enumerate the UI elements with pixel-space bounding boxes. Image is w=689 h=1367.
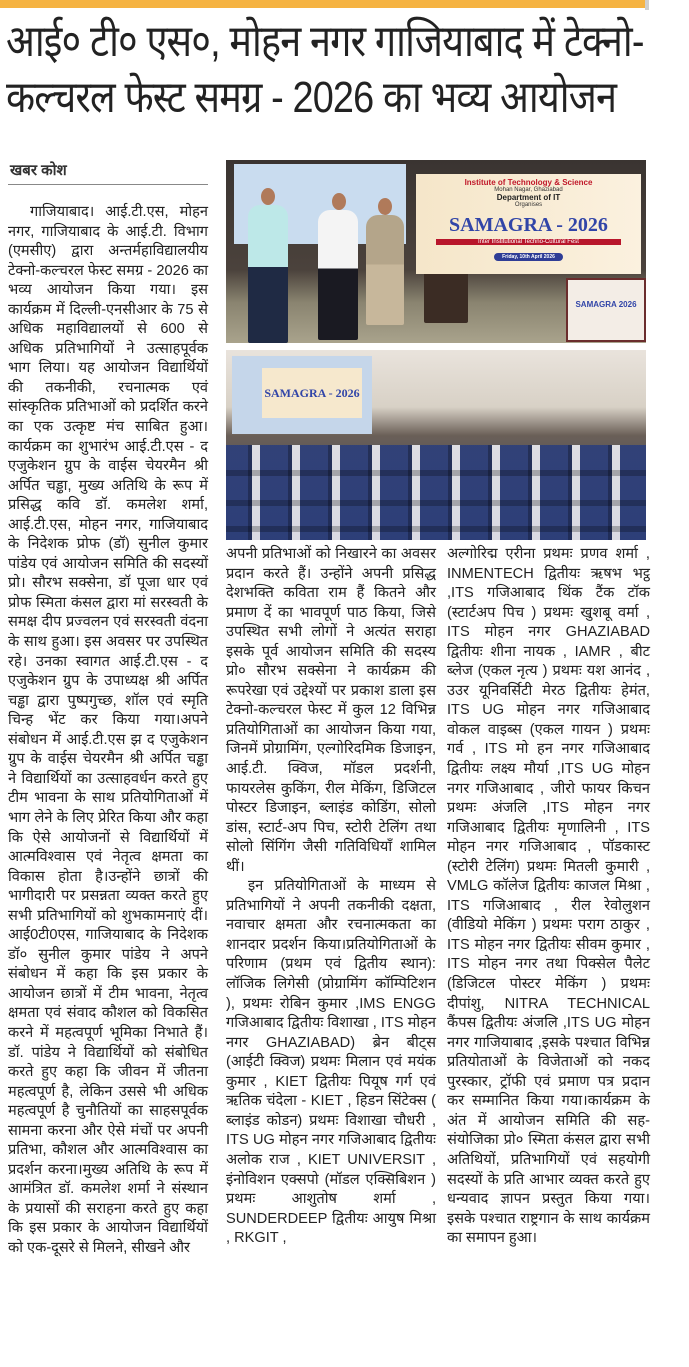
article-column-3 xyxy=(447,545,650,1249)
person-head xyxy=(332,193,346,210)
article-column-2 xyxy=(226,545,436,1249)
header-accent-shadow xyxy=(645,0,649,10)
person-head xyxy=(261,188,275,205)
banner-event: SAMAGRA - 2026 xyxy=(449,214,608,236)
section-divider xyxy=(8,184,208,185)
podium-text: SAMAGRA 2026 xyxy=(575,300,637,309)
header-accent-bar xyxy=(0,0,645,8)
headline-line-1: आई० टी० एस०, मोहन नगर गाजियाबाद में टेक्नो- xyxy=(6,17,644,66)
photo-audience-hall xyxy=(226,350,646,540)
banner-date: Friday, 10th April 2026 xyxy=(494,253,563,261)
banner-department: Department of IT xyxy=(496,193,561,202)
podium xyxy=(566,278,646,342)
person xyxy=(248,205,288,343)
article-column-1 xyxy=(8,203,208,1259)
headline xyxy=(6,14,644,126)
photo-felicitation-on-stage xyxy=(226,160,646,343)
seat-row xyxy=(226,526,646,532)
headline-line-2: कल्चरल फेस्ट समग्र - 2026 का भव्य आयोजन xyxy=(6,73,617,122)
article-paragraph: अपनी प्रतिभाओं को निखारने का अवसर प्रदान करते हैं। उन्होंने अपनी प्रसिद्ध देशभक्ति कविता राम हैं कितने और प्रमाण दें का भावपूर्ण पाठ किया, जिसे उपस्थित सभी लोगों ने अत्यंत सराहा इसके पूर्व आयोजन समिति की सदस्य प्रो० सौरभ सक्सेना ने कार्यक्रम की रूपरेखा एवं उद्देश्यों पर प्रकाश डाला इस टेक्नो-कल्चरल फेस्ट में कुल 12 विभिन्न प्रतियोगिताओं का आयोजन किया गया, जिनमें प्रोग्रामिंग, एल्गोरिदमिक डिजाइन, आई.टी. क्विज, मॉडल प्रदर्शनी, फायरलेस कुकिंग, रील मेकिंग, डिजिटल पोस्टर डिजाइन, ब्लाइंड कोडिंग, सोलो डांस, स्टार्ट-अप पिच, स्टोरी टेलिंग तथा सोलो सिंगिंग जैसी गतिविधियाँ शामिल थीं। xyxy=(226,546,436,875)
banner-tagline: Inter Institutional Techno-Cultural Fest xyxy=(436,239,621,245)
person xyxy=(366,215,404,325)
article-paragraph: गाजियाबाद। आई.टी.एस, मोहन नगर, गाजियाबाद के आई.टी. विभाग (एमसीए) द्वारा अन्तर्महाविद्यालयीय टेक्नो-कल्चरल फेस्ट समग्र - 2026 का भव्य आयोजन किया गया। इस कार्यक्रम में दिल्ली-एनसीआर के 75 से अधिक महाविद्यालयों से 600 से अधिक प्रतिभागियों ने उत्साहपूर्वक भाग लिया। यह आयोजन विद्यार्थियों की तकनीकी, रचनात्मक एवं सांस्कृतिक प्रतिभाओं को प्रदर्शित करने का एक उत्कृष्ट मंच साबित हुआ।कार्यक्रम का शुभारंभ आई.टी.एस - द एजुकेशन ग्रुप के वाईस चेयरमैन श्री अर्पित चड्ढा, मुख्य अतिथि के रूप में प्रसिद्ध कवि डॉ. कमलेश शर्मा, आई.टी.एस, मोहन नगर, गाजियाबाद के निदेशक प्रोफ (डॉ) सुनील कुमार पांडेय एवं आयोजन समिति की सदस्यों प्रो। सौरभ सक्सेना, डॉ पूजा धार एवं प्रोफ स्मिता कंसल द्वारा मां सरस्वती के समक्ष दीप प्रज्वलन एवं सरस्वती वंदना के साथ हुआ। इस अवसर पर उपस्थित रहे। उनका स्वागत आई.टी.एस - द एजुकेशन ग्रुप के उपाध्यक्ष श्री अर्पित चड्ढा द्वारा पुष्पगुच्छ, शॉल एवं स्मृति चिन्ह भेंट कर किया गया।अपने संबोधन में आई.टी.एस झ द एजुकेशन ग्रुप के वाईस चेयरमैन श्री अर्पित चड्ढा ने विद्यार्थियों का उत्साहवर्धन करते हुए टीम भावना के साथ प्रतियोगिताओं में भाग लेने के लिए प्रेरित किया और कहा कि ऐसे आयोजनों से विद्यार्थियों में आत्मविश्वास एवं नेतृत्व क्षमता का विकास होता है।उन्होंने छात्रों की भागीदारी पर प्रसन्नता व्यक्त करते हुए सभी प्रतिभागियों को शुभकामनाएं दीं।आई0टी0एस, गाजियाबाद के निदेशक डॉ० सुनील कुमार पांडेय ने अपने संबोधन में कहा कि इस प्रकार के आयोजन छात्रों में टीम भावना, नेतृत्व क्षमता एवं संवाद कौशल को विकसित करने में महत्वपूर्ण भूमिका निभाते हैं। डॉ. पांडेय ने विद्यार्थियों को संबोधित करते हुए कहा कि जीवन में जीतना महत्वपूर्ण है, लेकिन उससे भी अधिक महत्वपूर्ण है चुनौतियों का साहसपूर्वक सामना करना और ऐसे मंचों पर अपनी प्रतिभा, कौशल और आत्मविश्वास का प्रदर्शन करना।मुख्य अतिथि के रूप में आमंत्रित डॉ. कमलेश शर्मा ने संस्थान के प्रयासों की सराहना करते हुए कहा कि इस प्रकार के आयोजन विद्यार्थियों को एक-दूसरे से मिलने, सीखने और xyxy=(8,204,208,1256)
projection-screen xyxy=(232,356,372,434)
person xyxy=(318,210,358,340)
banner-organises: Organises xyxy=(514,202,543,208)
seat-row xyxy=(226,470,646,476)
stage-banner xyxy=(416,174,641,274)
article-paragraph: अल्गोरिद्म एरीना प्रथमः प्रणव शर्मा , INMENTECH द्वितीयः ऋषभ भट्ठ ,ITS गजिआबाद थिंक टैंक टॉक (स्टार्टअप पिच ) प्रथमः खुशबू वर्मा , ITS मोहन नगर GHAZIABAD द्वितीयः शीना नायक , IAMR , बीट ब्लेज (एकल नृत्य ) प्रथमः यश आनंद , उउर यूनिवर्सिटी मेरठ द्वितीयः हेमंत, ITS UG मोहन नगर गजिआबाद वोकल वाइब्स (एकल गायन ) प्रथमः गर्व , ITS मो हन नगर गजिआबाद द्वितीयः लक्ष्य मौर्या ,ITS UG मोहन नगर गजिआबाद , जीरो फायर किचन प्रथमः अंजलि ,ITS मोहन नगर गजिआबाद द्वितीयः मृणालिनी , ITS मोहन नगर गजिआबाद , पॉडकास्ट (स्टोरी टेलिंग) प्रथमः मितली कुमारी , VMLG कॉलेज द्वितीयः काजल मिश्रा , ITS गजिआबाद , रील रेवोलुशन (वीडियो मेकिंग ) प्रथमः पराग ठाकुर , ITS मोहन नगर द्वितीयः सीवम कुमार , ITS मोहन नगर तथा पिक्सेल पैलेट (डिजिटल पोस्टर मेकिंग ) प्रथमः दीपांशु, NITRA TECHNICAL कैंपस द्वितीयः अंजलि ,ITS UG मोहन नगर गाजियाबाद ,इसके पश्चात विभिन्न प्रतियोताओं के विजेताओं को नकद पुरस्कार, ट्रॉफी एवं प्रमाण पत्र प्रदान कर सम्मानित किया गया।कार्यक्रम के अंत में आयोजन समिति की सह-संयोजिका प्रो० स्मिता कंसल द्वारा सभी अतिथियों, प्रतिभागियों एवं सहयोगी सदस्यों के प्रति आभार व्यक्त करते हुए धन्यवाद ज्ञापन प्रस्तुत किया गया। इसके पश्चात राष्ट्रगान के साथ कार्यक्रम का समापन हुआ। xyxy=(447,546,650,1247)
banner-institute: Institute of Technology & Science xyxy=(464,178,593,187)
hall-banner: SAMAGRA - 2026 xyxy=(262,368,362,418)
section-label: खबर कोश xyxy=(10,162,67,179)
article-paragraph: इन प्रतियोगिताओं के माध्यम से प्रतिभागियों ने अपनी तकनीकी दक्षता, नवाचार क्षमता और रचनात्मकता का शानदार प्रदर्शन किया।प्रतियोगिताओं के परिणाम (प्रथम एवं द्वितीय स्थान): लॉजिक लिगेसी (प्रोग्रामिंग कॉम्पिटिशन ), प्रथमः रोबिन कुमार ,IMS ENGG गजिआबाद द्वितीयः विशाखा , ITS मोहन नगर GHAZIABAD) ब्रेन बीट्स (आईटी क्विज) प्रथमः मिलान एवं मयंक कुमार , KIET द्वितीयः पियूष गर्ग एवं ऋतिक चंदेला - KIET , हिडन सिंटेक्स ( ब्लाइंड कोडन) प्रथमः विशाखा चौधरी , ITS UG मोहन नगर गजिआबाद द्वितीयः अलोक राज , KIET UNIVERSIT , इंनोविशन एक्सपो (मॉडल एक्सिबिशन ) प्रथमः आशुतोष शर्मा , SUNDERDEEP द्वितीयः आयुष मिश्रा , RKGIT , xyxy=(226,878,436,1247)
person-head xyxy=(378,198,392,215)
banner-location: Mohan Nagar, Ghaziabad xyxy=(494,187,563,193)
seat-row xyxy=(226,500,646,506)
